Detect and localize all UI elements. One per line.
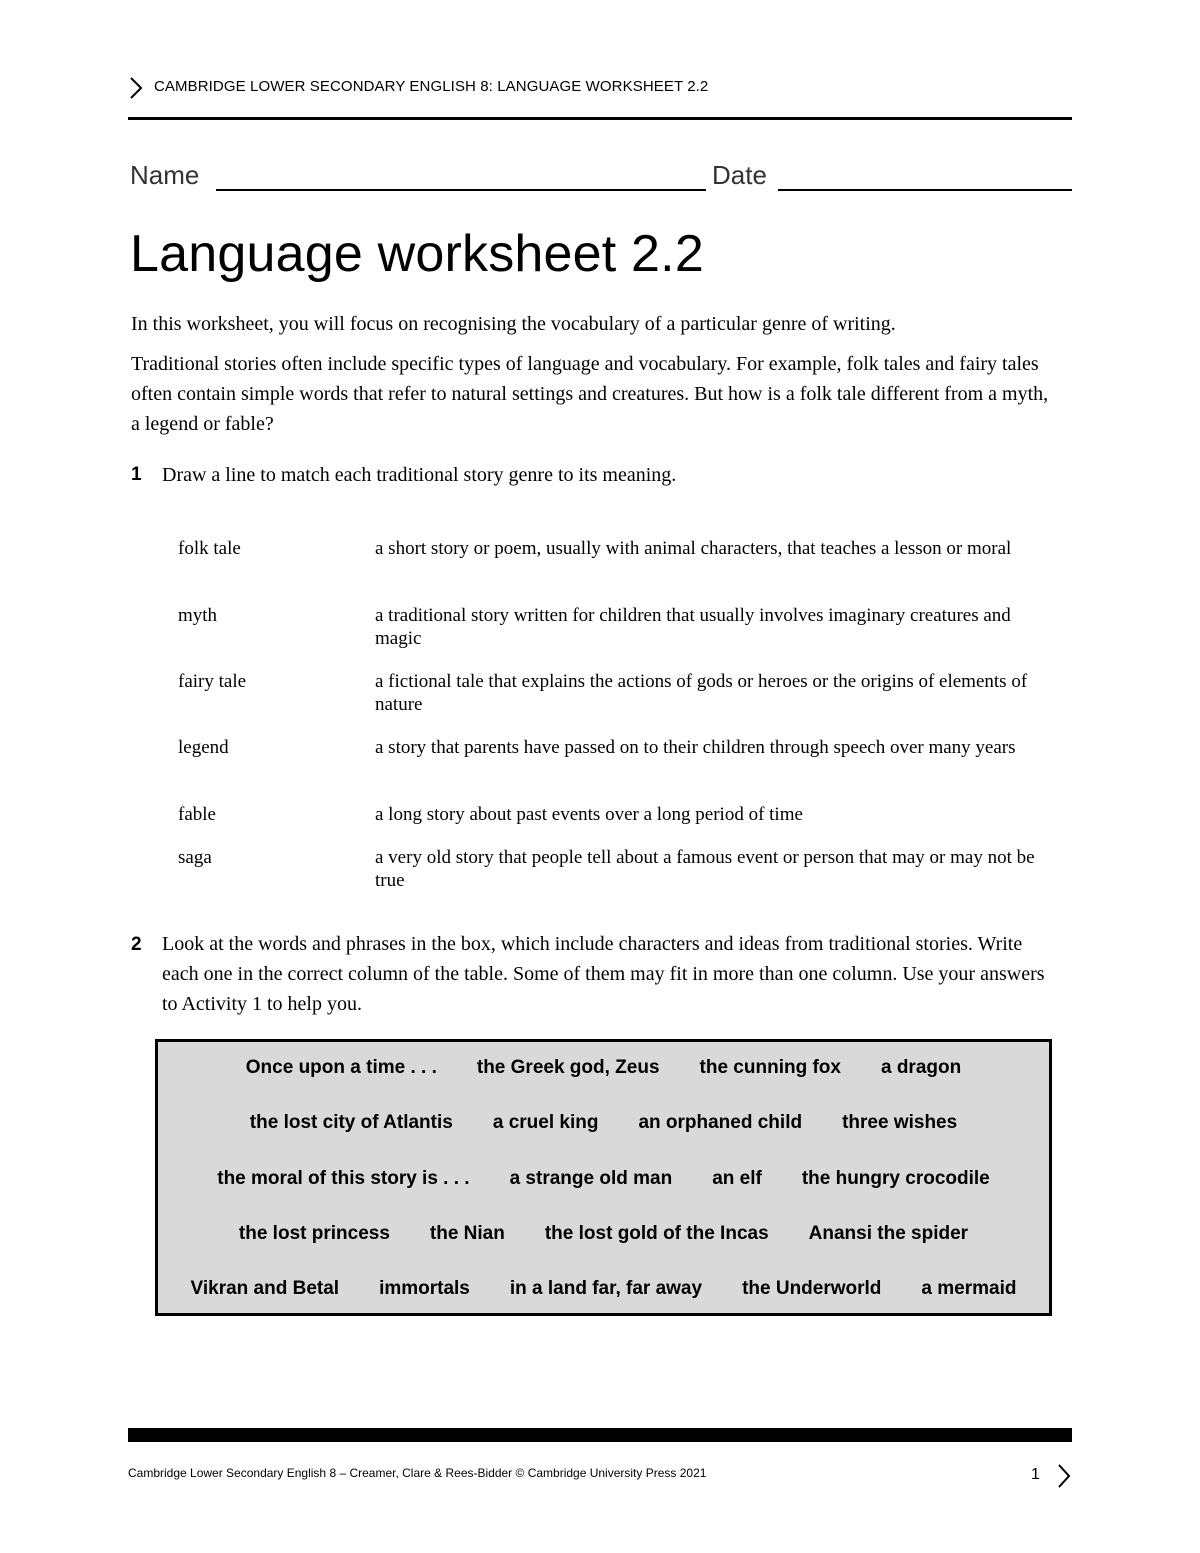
- name-date-row: [130, 160, 1072, 196]
- footer-credit: Cambridge Lower Secondary English 8 – Creamer, Clare & Rees-Bidder © Cambridge University Press 2021: [128, 1466, 707, 1480]
- genre-term: fable: [178, 804, 216, 825]
- word-phrase: Anansi the spider: [808, 1223, 969, 1244]
- word-phrase: a cruel king: [492, 1112, 599, 1133]
- word-phrase: a strange old man: [509, 1168, 673, 1189]
- word-phrase: Vikran and Betal: [190, 1278, 340, 1299]
- footer-divider: [128, 1428, 1072, 1442]
- chevron-right-icon[interactable]: [1056, 1463, 1072, 1489]
- word-box-row: [158, 1168, 1049, 1190]
- page-header: [128, 74, 1072, 104]
- page-title: Language worksheet 2.2: [130, 225, 704, 283]
- genre-term: fairy tale: [178, 671, 247, 692]
- word-phrase: Once upon a time . . .: [245, 1057, 437, 1078]
- word-phrase: three wishes: [842, 1112, 958, 1133]
- genre-term: saga: [178, 847, 212, 868]
- word-phrase: the Nian: [429, 1223, 505, 1244]
- genre-definition: a fictional tale that explains the actions of gods or heroes or the origins of elements of nature: [375, 671, 1028, 715]
- word-phrase: a dragon: [880, 1057, 962, 1078]
- word-phrase: the moral of this story is . . .: [217, 1168, 470, 1189]
- word-box: [155, 1039, 1052, 1316]
- header-title: CAMBRIDGE LOWER SECONDARY ENGLISH 8: LANGUAGE WORKSHEET 2.2: [154, 78, 709, 95]
- word-phrase: the Greek god, Zeus: [476, 1057, 660, 1078]
- genre-term: folk tale: [178, 538, 241, 559]
- word-phrase: the cunning fox: [699, 1057, 841, 1078]
- genre-definition: a traditional story written for children that usually involves imaginary creatures and magic: [375, 605, 1011, 649]
- question-1-text: Draw a line to match each traditional story genre to its meaning.: [162, 464, 677, 486]
- genre-definition: a very old story that people tell about a famous event or person that may or may not be true: [375, 847, 1035, 891]
- name-field[interactable]: [216, 189, 706, 191]
- word-box-row: [158, 1223, 1049, 1245]
- intro-paragraph-2: Traditional stories often include specific types of language and vocabulary. For example, folk tales and fairy tales often contain simple words that refer to natural settings and creatures. But how is a folk tale different from a myth, a legend or fable?: [131, 353, 1049, 435]
- word-box-row: [158, 1278, 1049, 1300]
- word-phrase: an elf: [712, 1168, 762, 1189]
- word-phrase: the lost city of Atlantis: [249, 1112, 453, 1133]
- word-phrase: the Underworld: [742, 1278, 882, 1299]
- intro-paragraph-1: In this worksheet, you will focus on recognising the vocabulary of a particular genre of writing.: [131, 313, 896, 335]
- genre-definition: a short story or poem, usually with animal characters, that teaches a lesson or moral: [375, 538, 1012, 559]
- genre-definition: a story that parents have passed on to their children through speech over many years: [375, 737, 1016, 758]
- chevron-right-icon: [128, 76, 144, 100]
- word-phrase: the hungry crocodile: [801, 1168, 990, 1189]
- word-phrase: immortals: [379, 1278, 470, 1299]
- word-phrase: a mermaid: [921, 1278, 1017, 1299]
- header-divider: [128, 117, 1072, 120]
- word-phrase: the lost gold of the Incas: [544, 1223, 769, 1244]
- question-2-text: Look at the words and phrases in the box, which include characters and ideas from traditional stories. Write each one in the correct column of the table. Some of them may fit in more than one column. Use your answers to Activity 1 to help you.: [162, 933, 1045, 1015]
- date-label: Date: [712, 160, 767, 190]
- word-box-row: [158, 1112, 1049, 1134]
- genre-term: legend: [178, 737, 229, 758]
- name-label: Name: [130, 160, 200, 190]
- page-number: 1: [1031, 1466, 1040, 1483]
- word-phrase: the lost princess: [238, 1223, 390, 1244]
- date-field[interactable]: [778, 189, 1072, 191]
- genre-definition: a long story about past events over a long period of time: [375, 804, 803, 825]
- word-box-row: [158, 1057, 1049, 1079]
- genre-term: myth: [178, 605, 218, 626]
- question-1-number: 1: [131, 464, 142, 485]
- word-phrase: in a land far, far away: [509, 1278, 703, 1299]
- question-2-number: 2: [131, 934, 142, 955]
- word-phrase: an orphaned child: [638, 1112, 803, 1133]
